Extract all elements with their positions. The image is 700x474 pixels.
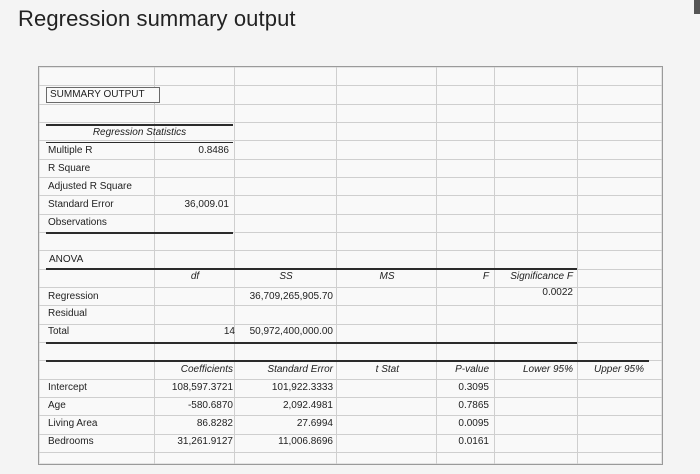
grid-line <box>39 452 662 453</box>
stat-label: Adjusted R Square <box>48 181 132 192</box>
anova-header-df: df <box>190 271 200 282</box>
coef-row-label: Age <box>48 400 66 411</box>
anova-df: 14 <box>223 326 235 337</box>
grid-line <box>39 159 662 160</box>
anova-label: ANOVA <box>49 254 84 265</box>
coef-standard-error: 2,092.4981 <box>282 400 333 411</box>
spreadsheet <box>38 66 663 465</box>
anova-significance-f: 0.0022 <box>542 287 573 298</box>
grid-line <box>39 214 662 215</box>
coef-p-value: 0.0095 <box>458 418 489 429</box>
scrollbar-marker <box>694 0 700 14</box>
grid-line <box>39 85 662 86</box>
coef-value: 86.8282 <box>196 418 233 429</box>
table-border <box>46 360 649 362</box>
table-border <box>46 342 577 344</box>
grid-line <box>39 104 662 105</box>
grid-line <box>39 122 662 123</box>
grid-line <box>39 324 662 325</box>
grid-line <box>494 67 495 464</box>
grid-line <box>577 67 578 464</box>
coef-header-p-value: P-value <box>455 364 489 375</box>
table-border <box>46 142 233 143</box>
anova-row-label: Residual <box>48 308 87 319</box>
table-border <box>46 124 233 126</box>
stat-label: Standard Error <box>48 199 114 210</box>
coef-p-value: 0.3095 <box>458 382 489 393</box>
anova-ss: 50,972,400,000.00 <box>249 326 333 337</box>
coef-header-lower-95: Lower 95% <box>522 364 573 375</box>
summary-output-label: SUMMARY OUTPUT <box>46 87 160 103</box>
grid-line <box>39 250 662 251</box>
stat-label: R Square <box>48 163 91 174</box>
regression-statistics-header: Regression Statistics <box>92 127 187 138</box>
coef-p-value: 0.7865 <box>458 400 489 411</box>
coef-row-label: Living Area <box>48 418 98 429</box>
anova-header-significance-f: Significance F <box>510 271 573 282</box>
coef-row-label: Intercept <box>48 382 87 393</box>
page-title: Regression summary output <box>18 6 296 31</box>
grid-line <box>39 195 662 196</box>
coef-header-standard-error: Standard Error <box>267 364 333 375</box>
coef-value: 31,261.9127 <box>177 436 233 447</box>
coef-standard-error: 27.6994 <box>296 418 333 429</box>
grid-line <box>39 415 662 416</box>
grid-line <box>39 434 662 435</box>
stat-label: Multiple R <box>48 145 93 156</box>
stat-label: Observations <box>48 217 107 228</box>
coef-header-coefficients: Coefficients <box>180 364 233 375</box>
grid-line <box>39 177 662 178</box>
coef-standard-error: 101,922.3333 <box>271 382 333 393</box>
coef-row-label: Bedrooms <box>48 436 94 447</box>
anova-header-ss: SS <box>279 271 293 282</box>
anova-ss: 36,709,265,905.70 <box>249 291 333 302</box>
anova-header-f: F <box>482 271 489 282</box>
stat-value: 36,009.01 <box>184 199 229 210</box>
table-border <box>46 232 233 234</box>
table-border <box>46 268 577 270</box>
coef-header-t-stat: t Stat <box>375 364 399 375</box>
coef-standard-error: 11,006.8696 <box>278 436 333 447</box>
grid-line <box>39 140 662 141</box>
grid-line <box>336 67 337 464</box>
grid-line <box>39 379 662 380</box>
coef-p-value: 0.0161 <box>458 436 489 447</box>
grid-line <box>39 397 662 398</box>
anova-header-ms: MS <box>379 271 395 282</box>
anova-row-label: Total <box>48 326 70 337</box>
anova-row-label: Regression <box>48 291 99 302</box>
stat-value: 0.8486 <box>198 145 229 156</box>
coef-value: 108,597.3721 <box>171 382 233 393</box>
grid-line <box>39 305 662 306</box>
coef-header-upper-95: Upper 95% <box>593 364 644 375</box>
coef-value: -580.6870 <box>187 400 233 411</box>
